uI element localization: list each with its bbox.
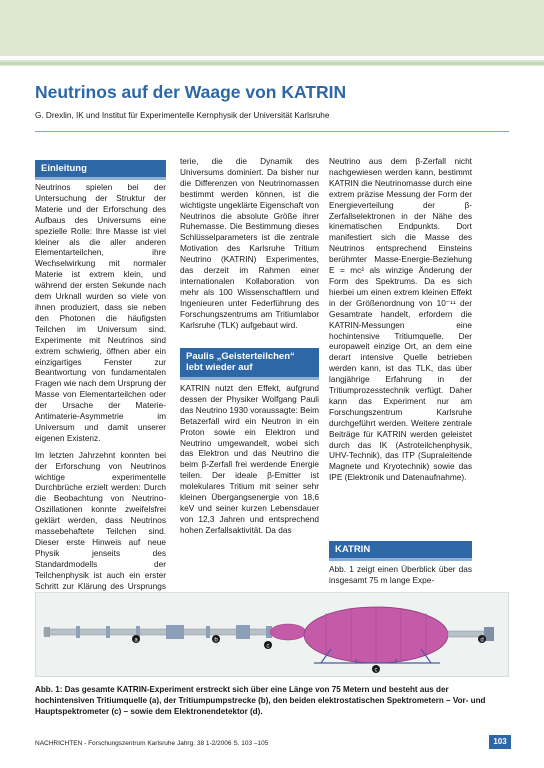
figure-label-c-pre: c [266,643,270,650]
page-footer: NACHRICHTEN - Forschungszentrum Karlsruhe Jahrg. 38 1-2/2006 S. 103 –105 [35,740,269,747]
figure-label-a: a [134,637,138,644]
figure-caption: Abb. 1: Das gesamte KATRIN-Experiment erstreckt sich über eine Länge von 75 Metern und besteht aus der hochintensiven Tritiumquelle (a), der Tritiumpumpstrecke (b), den beiden elektrostatischen Spektrometern – Vor- und Hauptspektrometer (c) – sowie dem Elektronendetektor (d). [35,685,486,716]
figure-label-d: d [480,637,484,644]
paragraph: Abb. 1 zeigt einen Überblick über das insgesamt 75 m lange Expe- [329,564,472,585]
paragraph: KATRIN nutzt den Effekt, aufgrund dessen der Physiker Wolfgang Pauli das Neutrino 1930 voraussagte: Beim Betazerfall wird ein Neutron in ein Proton sowie ein Elektron und Neutrino umgewandelt, wobei sich das Elektron und das Neutrino die beim β-Zerfall frei werdende Energie teilen. Der ideale β-Emitter ist molekulares Tritium mit seiner sehr kleinen Übergangsenergie von 18,6 keV und seiner kurzen Lebensdauer von 12,3 Jahren und entsprechend hohen Zerfallsaktivität. Da das [180,383,319,535]
column-2 [180,156,319,337]
paragraph: terie, die die Dynamik des Universums dominiert. Da bisher nur die Differenzen von Neutrinomassen bestimmt werden können, ist die wichtigste ungeklärte Eigenschaft von Neutrinos die absolute Größe ihrer Ruhemasse. Die Bestimmung dieses Schlüsselparameters ist die zentrale Motivation des Karlsruhe Tritium Neutrino (KATRIN) Experimentes, das derzeit im Rahmen einer internationalen Kollaboration von mehr als 100 Wissenschaftlern und Ingenieuren unter Federführung des Forschungszentrums am Tritiumlabor Karlsruhe (TLK) aufgebaut wird. [180,156,319,330]
katrin-figure [35,592,509,677]
column-1 [35,182,166,608]
figure-label-b: b [214,637,218,644]
column-3-continued [329,564,472,592]
header-stripe-lower [0,62,544,65]
title-rule [35,131,509,132]
column-3 [329,156,472,489]
section-heading-katrin: KATRIN [329,541,472,561]
page-number: 103 [489,735,511,749]
paragraph: Neutrino aus dem β-Zerfall nicht nachgewiesen werden kann, bestimmt KATRIN die Neutrinomasse durch eine extrem präzise Messung der Form der Energieverteilung der β-Zerfallselektronen in der Nähe des kinematischen Endpunkts. Dort manifestiert sich die Masse des Neutrinos entsprechend Einsteins berühmter Masse-Energie-Beziehung E = mc² als winzige Änderung der Form des Spektrums. Da es sich hierbei um einen extrem kleinen Effekt in der Größenordnung von 10⁻¹¹ der Gesamtrate handelt, erfordern die KATRIN-Messungen eine hochintensive Tritiumquelle. Der europaweit einzige Ort, an dem eine derart intensive Quelle betrieben werden kann, ist das TLK, das über langjährige Erfahrung in der Tritiumprozesstechnik verfügt. Daher kann das Experiment nur am Forschungszentrum Karlsruhe durchgeführt werden. Weitere zentrale Beiträge für KATRIN werden geleistet durch das IK (Astroteilchenphysik, UHV-Technik), das ITP (Supraleitende Magnete und Kryotechnik) sowie das IPE (Elektronik und Datenaufnahme). [329,156,472,483]
article-title: Neutrinos auf der Waage von KATRIN [35,82,347,102]
section-heading-paulis: Paulis „Geisterteilchen“ lebt wieder auf [180,348,319,380]
paragraph: Neutrinos spielen bei der Untersuchung der Struktur der Materie und der Erforschung des Aufbaus des Universums eine spezielle Rolle: Ihre Masse ist viel kleiner als die aller anderen Elementarteilchen, ihre Wechselwirkung mit normaler Materie ist extrem klein, und während der ersten Sekunde nach dem Urknall wurden so viele von ihnen produziert, dass sie neben den Photonen die häufigsten Teilchen im Universum sind. Experimente mit Neutrinos sind extrem schwierig, öffnen aber ein einzigartiges Fenster zur Beantwortung von fundamentalen Fragen wie nach dem Ursprung der Masse von Elementarteilchen oder der Ursache der Materie-Antimaterie-Asymmetrie im Universum und damit unserer eigenen Existenz. [35,182,166,443]
figure-label-c-main: c [374,667,378,674]
header-stripe [0,56,544,60]
katrin-setup-illustration [36,593,509,677]
section-heading-einleitung: Einleitung [35,160,166,180]
column-2-continued [180,383,319,542]
article-authors: G. Drexlin, IK und Institut für Experimentelle Kernphysik der Universität Karlsruhe [35,111,330,120]
paragraph: Im letzten Jahrzehnt konnten bei der Erforschung von Neutrinos wichtige experimentelle Durchbrüche erzielt werden: Durch die Beobachtung von Neutrino-Oszillationen konnte zweifelsfrei geklärt werden, dass Neutrinos massebehaftete Teilchen sind. Dieser erste Hinweis auf neue Physik jenseits des Standardmodells der Teilchenphysik ist auch ein erster Schritt zur Klärung des Ursprungs [35,449,166,591]
